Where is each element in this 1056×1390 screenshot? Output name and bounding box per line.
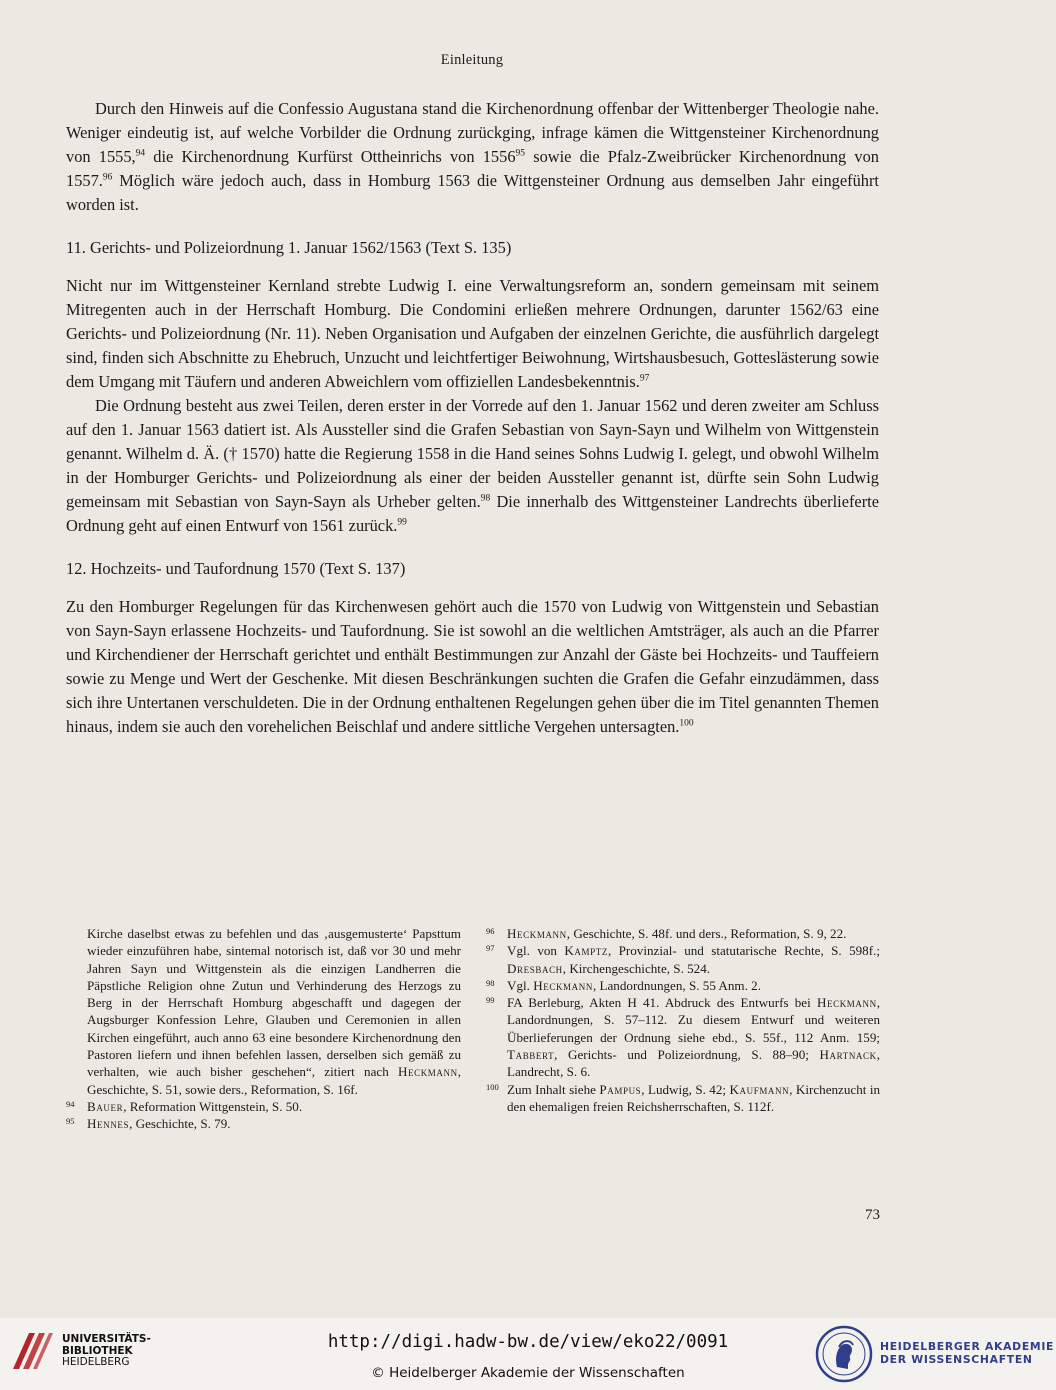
paragraph-confessio: Durch den Hinweis auf die Confessio Augustana stand die Kirchenordnung offenbar der Wittenberger Theologie nahe. Weniger eindeutig ist, auf welche Vorbilder die Ordnung zurückging, infrage kämen die Wittgensteiner Kirchenordnung von 1555,94 die Kirchenordnung Kurfürst Ottheinrichs von 1556$^{95}$ sowie die Pfalz-Zweibrücker Kirchenordnung von 1557.96 Möglich wäre jedoch auch, dass in Homburg 1563 die Wittgensteiner Ordnung aus demselben Jahr eingeführt worden ist. — [66, 99, 880, 214]
academy-seal-icon[interactable] — [815, 1325, 873, 1383]
footnote-ref-99[interactable]: 99 — [397, 517, 407, 528]
footnote-96: 96 Heckmann, Geschichte, S. 48f. und ders., Reformation, S. 9, 22. — [486, 926, 847, 941]
footnote-95: 95 Hennes, Geschichte, S. 79. — [66, 1116, 231, 1132]
main-text — [66, 97, 879, 739]
footnote-ref-95[interactable]: 95 — [515, 148, 526, 159]
page-number: 73 — [865, 1207, 880, 1223]
academy-name[interactable]: HEIDELBERGER AKADEMIE DER WISSENSCHAFTEN — [880, 1340, 1055, 1366]
section-heading-12: 12. Hochzeits- und Taufordnung 1570 (Text S. 137) — [66, 559, 406, 578]
copyright-notice: © Heidelberger Akademie der Wissenschaften — [371, 1365, 685, 1381]
footnote-97: 97 Vgl. von Kamptz, Provinzial- und statutarische Rechte, S. 598f.; Dresbach, Kirchengeschichte, S. 524. — [486, 943, 880, 976]
footnote-98: 98 Vgl. Heckmann, Landordnungen, S. 55 Anm. 2. — [486, 977, 761, 993]
permalink-url[interactable]: http://digi.hadw-bw.de/view/eko22/0091 — [327, 1332, 729, 1352]
footnotes-left-column — [66, 925, 461, 1133]
running-head: Einleitung — [440, 52, 504, 68]
footnote-ref-97[interactable]: 97 — [639, 373, 650, 384]
paragraph-hochzeitsordnung: Zu den Homburger Regelungen für das Kirchenwesen gehört auch die 1570 von Ludwig von Wittgenstein und Sebastian von Sayn-Sayn erlassene Hochzeits- und Taufordnung. Sie ist sowohl an die weltlichen Amtsträger, als auch an die Pfarrer und Kirchendiener der Herrschaft gerichtet und enthält Bestimmungen zur Anzahl der Gäste bei Hochzeits- und Tauffeiern sowie zu Menge und Wert der Geschenke. Mit diesen Beschränkungen suchten die Grafen die Gefahr einzudämmen, dass sich ihre Untertanen verschuldeten. Die in der Ordnung enthaltenen Regelungen gehen über die im Titel genannten Themen hinaus, indem sie auch den vorehelichen Beischlaf und andere sittliche Vergehen untersagten.$^{100}$ — [66, 597, 879, 736]
footnote-ref-94[interactable]: 94 — [135, 148, 146, 159]
footnotes-right-column — [486, 925, 880, 1115]
footnote-ref-100[interactable]: 100 — [679, 718, 694, 729]
footnote-99: 99 FA Berleburg, Akten H 41. Abdruck des Entwurfs bei Heckmann, Landordnungen, S. 57–112. Zu diesem Entwurf und weiteren Überlieferungen der Ordnung siehe ebd., S. 55f., 112 Anm. 159; Tabbert, Gerichts- und Polizeiordnung, S. 88–90; Hartnack, Landrecht, S. 6. — [486, 995, 880, 1080]
viewer-footer — [0, 1318, 1056, 1390]
section-heading-11: 11. Gerichts- und Polizeiordnung 1. Januar 1562/1563 (Text S. 135) — [66, 238, 512, 257]
footnote-ref-98[interactable]: 98 — [480, 493, 491, 504]
footnote-ref-96[interactable]: 96 — [102, 172, 113, 183]
footnote-continuation: Kirche daselbst etwas zu befehlen und das ‚ausgemusterte‘ Papsttum wieder einzuführen habe, sintemal notorisch ist, daß vor 30 und mehr Jahren Sayn und Wittgenstein als die einzigen Landherren die Päpstliche Religion ohne Zutun und Verhinderung des Herzogs zu Berg in der Herrschaft Homburg abgeschafft und dagegen der Augsburger Konfession Lehre, Glauben und Ceremonien in allen Kirchen eingeführt, auch anno 63 eine besondere Kirchenordnung den Pastoren liefern und ihnen befehlen lassen, derselben sich gemäß zu verhalten, wie auch bisher geschehen“, zitiert nach Heckmann, Geschichte, S. 51, sowie ders., Reformation, S. 16f. — [87, 926, 461, 1097]
university-library-name[interactable]: UNIVERSITÄTS- BIBLIOTHEK HEIDELBERG — [62, 1333, 151, 1368]
footnote-100: 100 Zum Inhalt siehe Pampus, Ludwig, S. 42; Kaufmann, Kirchenzucht in den ehemaligen freien Reichsherrschaften, S. 112f. — [486, 1081, 880, 1114]
paragraph-zwei-teile: Die Ordnung besteht aus zwei Teilen, deren erster in der Vorrede auf den 1. Januar 1562 und deren zweiter am Schluss auf den 1. Januar 1563 datiert ist. Als Aussteller sind die Grafen Sebastian von Sayn-Sayn und Wilhelm von Wittgenstein genannt. Wilhelm d. Ä. († 1570) hatte die Regierung 1558 in die Hand seines Sohns Ludwig I. gelegt, und obwohl Wilhelm in der Homburger Gerichts- und Polizeiordnung als einer der beiden Aussteller genannt ist, dürfte sein Sohn Ludwig gemeinsam mit Sebastian von Sayn-Sayn als Urheber gelten.$^{98}$ Die innerhalb des Wittgensteiner Landrechts überlieferte Ordnung geht auf einen Entwurf von 1561 zurück.$^{99}$ — [66, 396, 879, 535]
paragraph-verwaltungsreform: Nicht nur im Wittgensteiner Kernland strebte Ludwig I. eine Verwaltungsreform an, sondern gemeinsam mit seinem Mitregenten auch in der Herrschaft Homburg. Die Condomini erließen mehrere Ordnungen, darunter 1562/63 eine Gerichts- und Polizeiordnung (Nr. 11). Neben Organisation und Aufgaben der einzelnen Gerichte, die ausführlich dargelegt sind, finden sich Abschnitte zu Ehebruch, Unzucht und leichtfertiger Beiwohnung, Wirtshausbesuch, Gotteslästerung sowie dem Umgang mit Täufern und anderen Abweichlern vom offiziellen Landesbekenntnis.$^{97}$ — [66, 276, 879, 391]
footnote-94: 94 Bauer, Reformation Wittgenstein, S. 50. — [66, 1098, 303, 1114]
